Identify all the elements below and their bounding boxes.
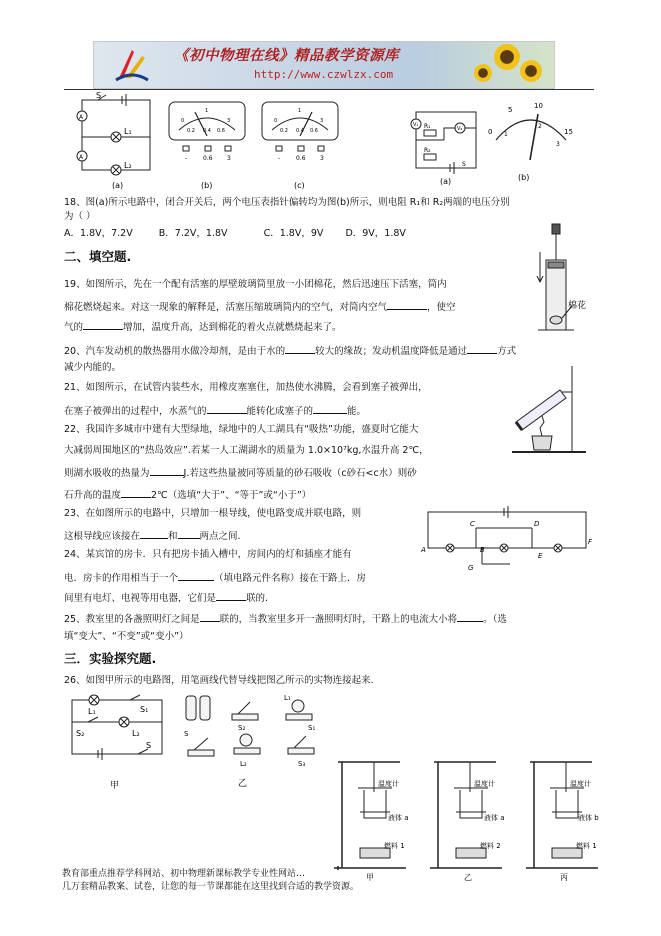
blank[interactable] bbox=[285, 342, 315, 354]
q18-text: 18、图(a)所示电路中，闭合开关后，两个电压表指针偏转均为图(b)所示，则电阻 R₁和 R₂两端的电压分别 bbox=[64, 197, 510, 208]
question-18 bbox=[64, 196, 510, 210]
question-19-line2: 棉花燃烧起来。对这一现象的解释是，活塞压缩玻璃筒内的空气，对筒内空气 ，使空 bbox=[64, 298, 456, 315]
svg-text:S₃: S₃ bbox=[298, 760, 306, 768]
svg-text:V₁: V₁ bbox=[413, 122, 419, 128]
header-banner bbox=[93, 41, 555, 89]
circuit-diagram-q23 bbox=[420, 504, 596, 576]
question-22-line2: 大减弱周围地区的“热岛效应”.若某一人工湖湖水的质量为 1.0×10⁷kg,水温升高 2℃， bbox=[64, 445, 429, 456]
components-yi bbox=[178, 690, 328, 790]
svg-text:10: 10 bbox=[534, 102, 543, 110]
blank[interactable] bbox=[140, 527, 168, 539]
svg-text:1: 1 bbox=[504, 131, 508, 138]
blank[interactable] bbox=[467, 342, 497, 354]
question-23-line2: 这根导线应该接在 和 两点之间. bbox=[64, 527, 241, 544]
svg-text:R₂: R₂ bbox=[424, 147, 431, 154]
heating-apparatus bbox=[330, 752, 610, 882]
svg-text:V₂: V₂ bbox=[457, 126, 463, 132]
question-24-line3: 间里有电灯、电视等用电器，它们是 联的. bbox=[64, 589, 268, 606]
meter-b bbox=[167, 100, 249, 192]
svg-text:C: C bbox=[470, 520, 475, 528]
svg-text:G: G bbox=[468, 564, 474, 572]
circuit-diagram-voltmeters bbox=[404, 104, 486, 188]
banner-title: 《初中物理在线》精品教学资源库 bbox=[174, 48, 399, 64]
svg-text:3: 3 bbox=[320, 155, 324, 162]
sunflower-icon bbox=[520, 60, 542, 82]
blank[interactable] bbox=[178, 527, 200, 539]
svg-text:S: S bbox=[146, 741, 152, 750]
svg-text:1: 1 bbox=[298, 108, 302, 114]
svg-text:3: 3 bbox=[556, 141, 560, 148]
question-18-cont: 为（ ） bbox=[64, 211, 96, 222]
svg-text:S₁: S₁ bbox=[140, 705, 149, 714]
svg-text:3: 3 bbox=[227, 118, 231, 124]
svg-text:温度计: 温度计 bbox=[570, 780, 591, 788]
option-d: D．9V，1.8V bbox=[345, 228, 406, 239]
svg-text:15: 15 bbox=[564, 128, 573, 136]
svg-text:F: F bbox=[588, 538, 593, 546]
svg-text:燃料 1: 燃料 1 bbox=[384, 842, 405, 850]
svg-text:燃料 2: 燃料 2 bbox=[480, 842, 501, 850]
svg-text:S₁: S₁ bbox=[308, 724, 316, 732]
q18-options bbox=[64, 227, 406, 241]
caption-yi: 乙 bbox=[464, 873, 472, 882]
blank[interactable] bbox=[216, 589, 246, 601]
test-tube-figure bbox=[502, 362, 592, 458]
sunflower-icon bbox=[474, 64, 492, 82]
piston-cylinder-figure bbox=[528, 222, 598, 342]
svg-text:0.4: 0.4 bbox=[203, 128, 211, 134]
svg-text:S₂: S₂ bbox=[76, 729, 85, 738]
svg-text:液体 a: 液体 a bbox=[484, 814, 505, 822]
option-c: C．1.8V，9V bbox=[263, 228, 324, 239]
svg-text:0.6: 0.6 bbox=[203, 155, 213, 162]
option-a: A．1.8V，7.2V bbox=[64, 228, 133, 239]
svg-text:L₂: L₂ bbox=[240, 760, 247, 768]
banner-url[interactable]: http://www.czwlzx.com bbox=[254, 68, 394, 81]
lamp-label: L₂ bbox=[124, 161, 132, 170]
svg-text:0: 0 bbox=[181, 118, 185, 124]
svg-text:温度计: 温度计 bbox=[474, 780, 495, 788]
svg-text:L₁: L₁ bbox=[88, 707, 96, 716]
svg-text:0.6: 0.6 bbox=[310, 128, 318, 134]
question-22-line3: 则湖水吸收的热量为 J.若这些热量被同等质量的砂石吸收（c砂石<c水）则砂 bbox=[64, 464, 417, 481]
svg-text:2: 2 bbox=[538, 123, 542, 130]
logo-icon bbox=[112, 46, 152, 84]
question-25: 25、教室里的各盏照明灯之间是 联的，当教室里多开一盏照明灯时，干路上的电流大小将 。（选 bbox=[64, 610, 507, 627]
svg-text:R₁: R₁ bbox=[424, 123, 431, 130]
svg-text:S: S bbox=[462, 161, 466, 168]
svg-text:-: - bbox=[278, 155, 281, 162]
question-25-line2: 填“变大”、“不变”或“变小”） bbox=[64, 631, 189, 642]
figure-label: 乙 bbox=[238, 779, 248, 789]
svg-text:L₁: L₁ bbox=[284, 694, 291, 702]
circuit-diagram-a bbox=[62, 92, 162, 192]
svg-text:0.4: 0.4 bbox=[296, 128, 304, 134]
question-19: 19、如图所示，先在一个配有活塞的厚壁玻璃筒里放一小团棉花，然后迅速压下活塞，筒内 bbox=[64, 279, 447, 290]
question-24-line2: 电．房卡的作用相当于一个 （填电路元件名称）接在干路上．房 bbox=[64, 569, 366, 586]
svg-text:燃料 1: 燃料 1 bbox=[576, 842, 597, 850]
svg-text:L₂: L₂ bbox=[132, 729, 140, 738]
blank[interactable] bbox=[121, 486, 151, 498]
lamp-label: L₁ bbox=[124, 127, 132, 136]
question-21-line2: 在塞子被弹出的过程中，水蒸气的 能转化成塞子的 能。 bbox=[64, 402, 366, 419]
footer-line-2: 几万套精品教案、试卷，让您的每一节课都能在这里找到合适的教学资源。 bbox=[62, 882, 360, 892]
svg-text:3: 3 bbox=[320, 118, 324, 124]
svg-text:S₂: S₂ bbox=[238, 724, 246, 732]
question-23: 23、在如图所示的电路中，只增加一根导线，使电路变成并联电路，则 bbox=[64, 508, 362, 519]
section-heading: 三．实验探究题. bbox=[64, 651, 157, 666]
svg-text:3: 3 bbox=[227, 155, 231, 162]
question-21: 21、如图所示，在试管内装些水，用橡皮塞塞住，加热使水沸腾，会看到塞子被弹出， bbox=[64, 382, 428, 393]
question-26: 26、如图甲所示的电路图，用笔画线代替导线把图乙所示的实物连接起来. bbox=[64, 675, 374, 686]
svg-text:E: E bbox=[538, 552, 543, 560]
figure-label: (b) bbox=[201, 181, 213, 190]
footer-line-1: 教育部重点推荐学科网站、初中物理新课标教学专业性网站… bbox=[62, 869, 306, 879]
svg-text:液体 a: 液体 a bbox=[388, 814, 409, 822]
svg-text:B: B bbox=[480, 546, 485, 554]
svg-text:S: S bbox=[184, 730, 189, 738]
svg-text:0: 0 bbox=[274, 118, 278, 124]
svg-text:A: A bbox=[421, 546, 426, 554]
figure-label: (c) bbox=[294, 181, 305, 190]
svg-text:0.6: 0.6 bbox=[217, 128, 225, 134]
blank[interactable] bbox=[178, 569, 214, 581]
svg-text:1: 1 bbox=[205, 108, 209, 114]
caption-bing: 丙 bbox=[560, 873, 568, 882]
svg-text:0.6: 0.6 bbox=[296, 155, 306, 162]
figure-label: (b) bbox=[518, 173, 530, 182]
svg-text:液体 b: 液体 b bbox=[578, 814, 599, 822]
figure-label: (a) bbox=[440, 177, 452, 186]
question-22-line4: 石升高的温度 2℃（选填“大于”、“等于”或“小于”） bbox=[64, 486, 311, 503]
switch-label: S bbox=[96, 92, 102, 100]
caption-jia: 甲 bbox=[366, 873, 374, 882]
meter-c bbox=[260, 100, 342, 192]
figure-label: 甲 bbox=[110, 781, 120, 791]
section-heading: 二、填空题. bbox=[64, 249, 132, 264]
cotton-label: 棉花 bbox=[568, 301, 587, 311]
svg-text:0.2: 0.2 bbox=[187, 128, 195, 134]
svg-text:D: D bbox=[534, 520, 540, 528]
question-22: 22、我国许多城市中建有大型绿地，绿地中的人工湖具有“吸热”功能，盛夏时它能大 bbox=[64, 424, 419, 435]
blank[interactable] bbox=[207, 402, 247, 414]
ammeter-label: A bbox=[79, 114, 84, 121]
svg-text:0.2: 0.2 bbox=[280, 128, 288, 134]
circuit-diagram-jia bbox=[64, 692, 170, 792]
svg-text:-: - bbox=[185, 155, 188, 162]
voltmeter-dial bbox=[486, 100, 576, 184]
ammeter-label: A bbox=[79, 154, 84, 161]
blank[interactable] bbox=[150, 464, 184, 476]
header-rule bbox=[64, 89, 594, 90]
blank[interactable] bbox=[200, 610, 220, 622]
question-20-line2: 减少内能的。 bbox=[64, 362, 122, 373]
svg-text:温度计: 温度计 bbox=[378, 780, 399, 788]
blank[interactable] bbox=[313, 402, 347, 414]
question-24: 24、某宾馆的房卡．只有把房卡插入槽中，房间内的灯和插座才能有 bbox=[64, 549, 352, 560]
blank[interactable] bbox=[83, 318, 123, 330]
question-20: 20、汽车发动机的散热器用水做冷却剂，是由于水的 较大的缘故；发动机温度降低是通过 方式 bbox=[64, 342, 516, 359]
sunflower-icon bbox=[494, 44, 520, 70]
svg-text:0: 0 bbox=[488, 128, 493, 136]
question-19-line3: 气的 增加，温度升高，达到棉花的着火点就燃烧起来了。 bbox=[64, 318, 342, 335]
option-b: B．7.2V，1.8V bbox=[158, 228, 228, 239]
svg-text:5: 5 bbox=[508, 106, 513, 114]
blank[interactable] bbox=[387, 298, 427, 310]
figure-label: (a) bbox=[112, 181, 124, 190]
blank[interactable] bbox=[457, 610, 483, 622]
